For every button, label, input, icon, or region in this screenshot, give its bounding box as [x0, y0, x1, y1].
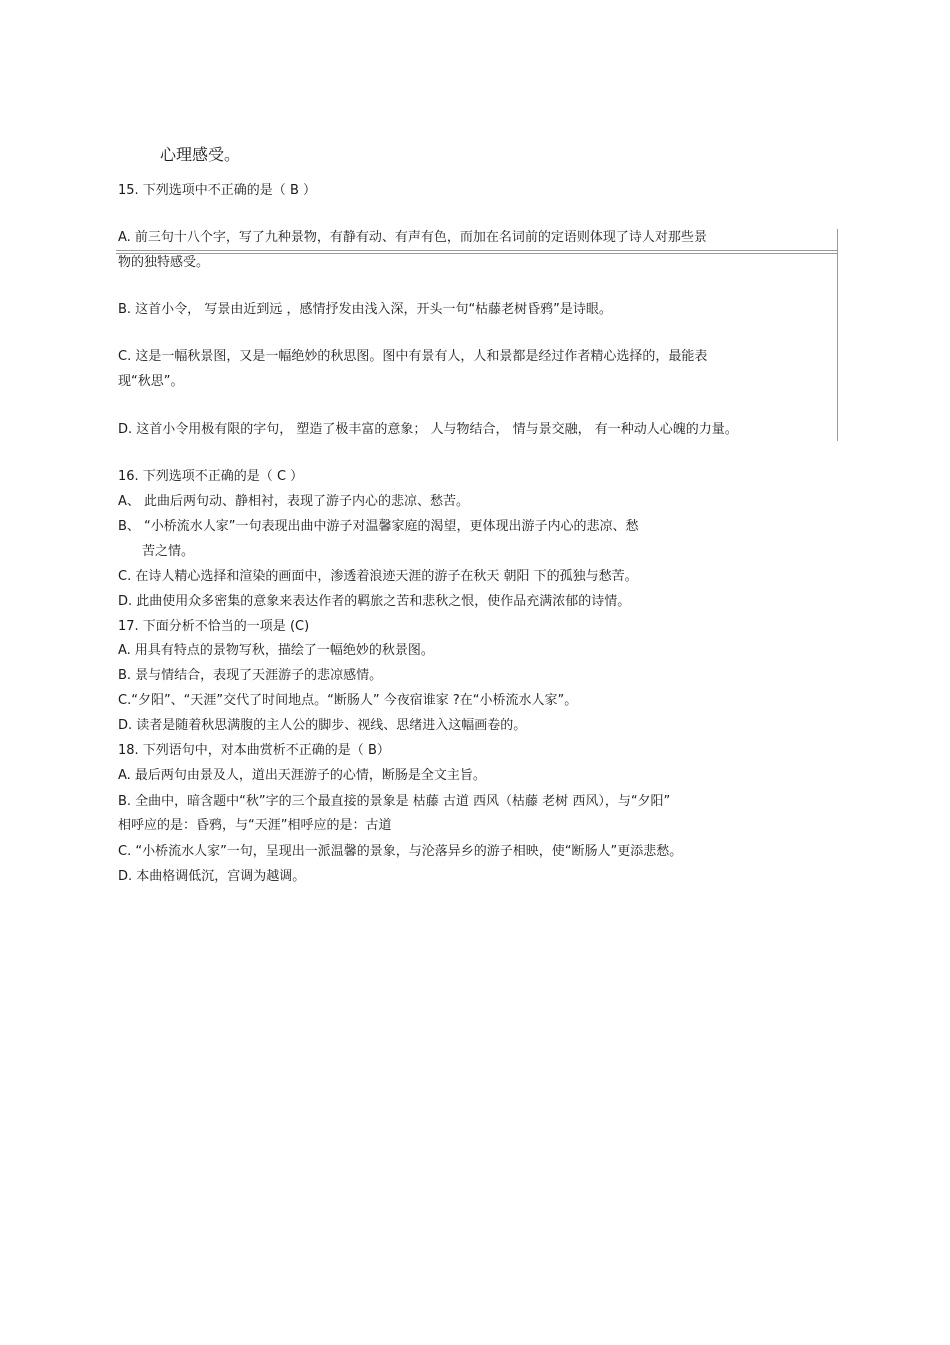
q15-option-b: B. 这首小令， 写景由近到远 ，感情抒发由浅入深，开头一句“枯藤老树昏鸦”是诗眼。 [118, 302, 612, 317]
box-top-rule [116, 250, 838, 251]
q16-option-b-cont: 苦之情。 [142, 544, 195, 559]
q15-option-a: A. 前三句十八个字，写了九种景物，有静有动、有声有色，而加在名词前的定语则体现了诗人对那些景 [118, 230, 707, 245]
q18-option-d: D. 本曲格调低沉，宫调为越调。 [118, 869, 306, 884]
q17-option-a: A. 用具有特点的景物写秋，描绘了一幅绝妙的秋景图。 [118, 643, 434, 658]
q18-option-a: A. 最后两句由景及人，道出天涯游子的心情，断肠是全文主旨。 [118, 768, 486, 783]
q18-option-c: C. “小桥流水人家”一句，呈现出一派温馨的景象，与沦落异乡的游子相映，使“断肠人”更添悲愁。 [118, 844, 683, 859]
text-line-continuation: 心理感受。 [160, 145, 241, 164]
question-15: 15. 下列选项中不正确的是（ B ） [118, 183, 316, 198]
q16-option-a: A、 此曲后两句动、静相衬，表现了游子内心的悲凉、愁苦。 [118, 494, 470, 509]
q16-option-d: D. 此曲使用众多密集的意象来表达作者的羁旅之苦和悲秋之恨，使作品充满浓郁的诗情。 [118, 594, 631, 609]
q15-option-c-cont: 现“秋思”。 [118, 374, 184, 389]
question-17: 17. 下面分析不恰当的一项是 (C) [118, 619, 310, 634]
question-16: 16. 下列选项不正确的是（ C ） [118, 469, 304, 484]
q16-option-c: C. 在诗人精心选择和渲染的画面中，渗透着浪迹天涯的游子在秋天 朝阳 下的孤独与愁苦。 [118, 569, 638, 584]
q15-option-d: D. 这首小令用极有限的字句， 塑造了极丰富的意象； 人与物结合， 情与景交融， 有一种动人心魄的力量。 [118, 422, 738, 437]
q16-option-b: B、 “小桥流水人家”一句表现出曲中游子对温馨家庭的渴望，更体现出游子内心的悲凉、愁 [118, 519, 639, 534]
box-right-rule [837, 229, 838, 441]
q15-option-a-cont: 物的独特感受。 [118, 255, 210, 270]
q17-option-d: D. 读者是随着秋思满腹的主人公的脚步、视线、思绪进入这幅画卷的。 [118, 718, 527, 733]
question-18: 18. 下列语句中，对本曲赏析不正确的是（ B） [118, 743, 390, 758]
q18-option-b: B. 全曲中，暗含题中“秋”字的三个最直接的景象是 枯藤 古道 西风（枯藤 老树 西风），与“夕阳” [118, 794, 671, 809]
q17-option-b: B. 景与情结合，表现了天涯游子的悲凉感情。 [118, 668, 383, 683]
box-top-rule-2 [116, 253, 838, 254]
q17-option-c: C.“夕阳”、“天涯”交代了时间地点。“断肠人” 今夜宿谁家 ?在“小桥流水人家”。 [118, 693, 578, 708]
q15-option-c: C. 这是一幅秋景图，又是一幅绝妙的秋思图。图中有景有人，人和景都是经过作者精心选择的，最能表 [118, 349, 708, 364]
q18-option-b-cont: 相呼应的是：昏鸦，与“天涯”相呼应的是：古道 [118, 818, 392, 833]
